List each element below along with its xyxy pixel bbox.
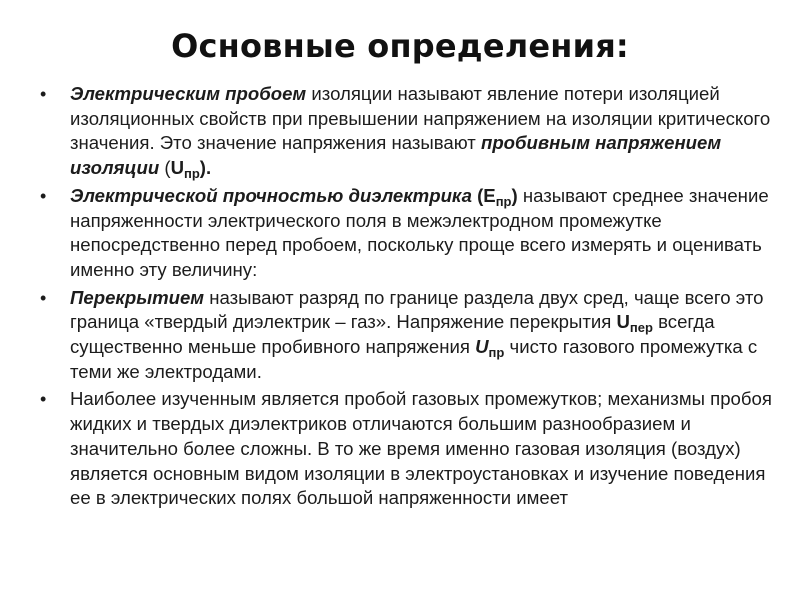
list-item-flashover: [40, 286, 775, 385]
definition-text: называют среднее значение напряженности электрического поля в межэлектродном промежутке непосредственно перед пробоем, поскольку проще всего измерять и оценивать именно эту величину:: [70, 184, 769, 280]
list-item-dielectric-strength: [40, 184, 775, 283]
definition-text: (: [471, 184, 484, 206]
definition-text: (: [159, 157, 171, 179]
definition-list: [40, 82, 775, 514]
symbol-u: U: [170, 157, 184, 179]
symbol-u: U: [475, 336, 489, 358]
list-item-gas-breakdown: [40, 387, 775, 511]
definition-text: ): [511, 184, 518, 206]
bullet-icon: •: [40, 389, 47, 410]
bullet-icon: •: [40, 84, 47, 104]
symbol-subscript: пр: [495, 193, 512, 209]
symbol-subscript: пер: [629, 320, 653, 336]
slide-title: Основные определения:: [171, 27, 629, 65]
definition-text: чисто газового промежутка с теми же электродами.: [70, 336, 758, 382]
symbol-e: E: [483, 184, 496, 206]
term-dielectric-strength: Электрической прочностью диэлектрика: [70, 184, 472, 206]
term-breakdown-voltage: пробивным напряжением изоляции: [70, 132, 722, 179]
definition-text: изоляции называют явление потери изоляцией изоляционных свойств при превышении напряжением на изоляции критического значения. Это значение напряжения называют: [70, 83, 771, 154]
definition-text: всегда существенно меньше пробивного напряжения: [70, 311, 715, 358]
definition-text: Наиболее изученным является пробой газовых промежутков; механизмы пробоя жидких и твердых диэлектриков отличаются большим разнообразием и значительно более сложны. В то же время именно газовая изоляция (воздух) является основным видом изоляции в электроустановках и изучение поведения ее в электрических полях большой напряженности имеет: [70, 388, 772, 509]
definition-text: называют разряд по границе раздела двух сред, чаще всего это граница «твердый диэлектрик – газ». Напряжение перекрытия: [70, 286, 764, 333]
bullet-icon: •: [40, 287, 47, 308]
bullet-icon: •: [40, 185, 47, 206]
term-electrical-breakdown: Электрическим пробоем: [70, 83, 307, 104]
definition-text: ).: [199, 157, 212, 179]
symbol-subscript: пр: [488, 345, 505, 361]
symbol-u: U: [616, 311, 630, 333]
list-item-electrical-breakdown: [40, 82, 775, 181]
symbol-subscript: пр: [184, 166, 200, 182]
term-flashover: Перекрытием: [70, 286, 205, 308]
